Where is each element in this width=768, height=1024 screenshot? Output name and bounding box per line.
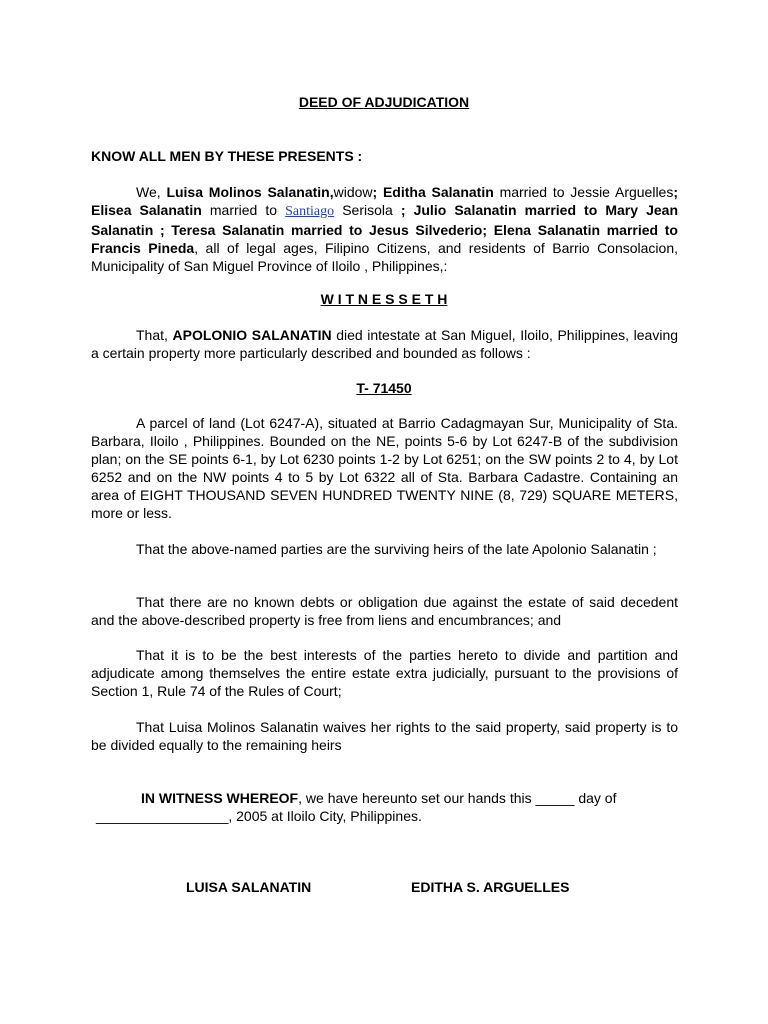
decedent-paragraph xyxy=(91,326,678,362)
paragraph-text: died intestate at San Miguel, Iloilo, Philippines, leaving a certain property more particularly described and bounded as follows : xyxy=(91,327,679,361)
heirs-paragraph: That the above-named parties are the surviving heirs of the late Apolonio Salanatin ; xyxy=(136,541,657,557)
partition-paragraph: That it is to be the best interests of the parties hereto to divide and partition and adjudicate among themselves the entire estate extra judicially, pursuant to the provisions of Section 1, Rule 74 of the Rules of Court; xyxy=(91,647,678,699)
signatory-name: EDITHA S. ARGUELLES xyxy=(411,879,570,895)
parcel-description: A parcel of land (Lot 6247-A), situated at Barrio Cadagmayan Sur, Municipality of Sta. Barbara, Iloilo , Philippines. Bounded on the NE, points 5-6 by Lot 6247-B of the subdivision plan; on the SE points 6-1, by Lot 6230 points 1-2 by Lot 6251; on the SW points 2 to 4, by Lot 6252 and on the NW points 4 to 5 by Lot 6322 all of Sta. Barbara Cadastre. Containing an area of EIGHT THOUSAND SEVEN HUNDRED TWENTY NINE (8, 729) SQUARE METERS, more or less. xyxy=(91,415,678,521)
santiago-link[interactable]: Santiago xyxy=(285,204,335,219)
preamble-heading: KNOW ALL MEN BY THESE PRESENTS : xyxy=(91,148,363,164)
witness-clause xyxy=(141,789,616,807)
intro-text: married to Jessie Arguelles xyxy=(493,184,674,200)
witnesseth-heading: W I T N E S S E T H xyxy=(320,291,448,307)
intro-text: Serisola xyxy=(334,202,401,218)
intro-text: We, xyxy=(136,184,167,200)
title-number: T- 71450 xyxy=(356,380,412,396)
party-name: Luisa Molinos Salanatin, xyxy=(166,184,334,200)
debts-paragraph: That there are no known debts or obligation due against the estate of said decedent and the above-described property is free from liens and encumbrances; and xyxy=(91,594,678,628)
witness-text: , we have hereunto set our hands this _____ day of xyxy=(298,790,617,806)
party-name: ; Elisea Salanatin xyxy=(91,184,679,218)
paragraph-text: That, xyxy=(136,327,173,343)
intro-text: married to xyxy=(201,202,286,218)
witness-date-line: _________________, 2005 at Iloilo City, Philippines. xyxy=(96,808,422,824)
witness-heading: IN WITNESS WHEREOF xyxy=(141,790,299,806)
intro-text: widow xyxy=(333,184,373,200)
document-title: DEED OF ADJUDICATION xyxy=(298,94,470,110)
decedent-name: APOLONIO SALANATIN xyxy=(172,327,332,343)
party-name: ; Julio Salanatin married to Mary Jean Salanatin ; Teresa Salanatin married to Jesus Silvederio; Elena Salanatin married to Francis Pineda xyxy=(91,202,679,256)
parties-paragraph xyxy=(91,183,678,275)
signatory-name: LUISA SALANATIN xyxy=(186,879,312,895)
intro-text: , all of legal ages, Filipino Citizens, and residents of Barrio Consolacion, Municipality of San Miguel Province of Iloilo , Philippines,: xyxy=(91,240,679,274)
party-name: ; Editha Salanatin xyxy=(372,184,494,200)
waiver-paragraph: That Luisa Molinos Salanatin waives her rights to the said property, said property is to be divided equally to the remaining heirs xyxy=(91,719,678,753)
